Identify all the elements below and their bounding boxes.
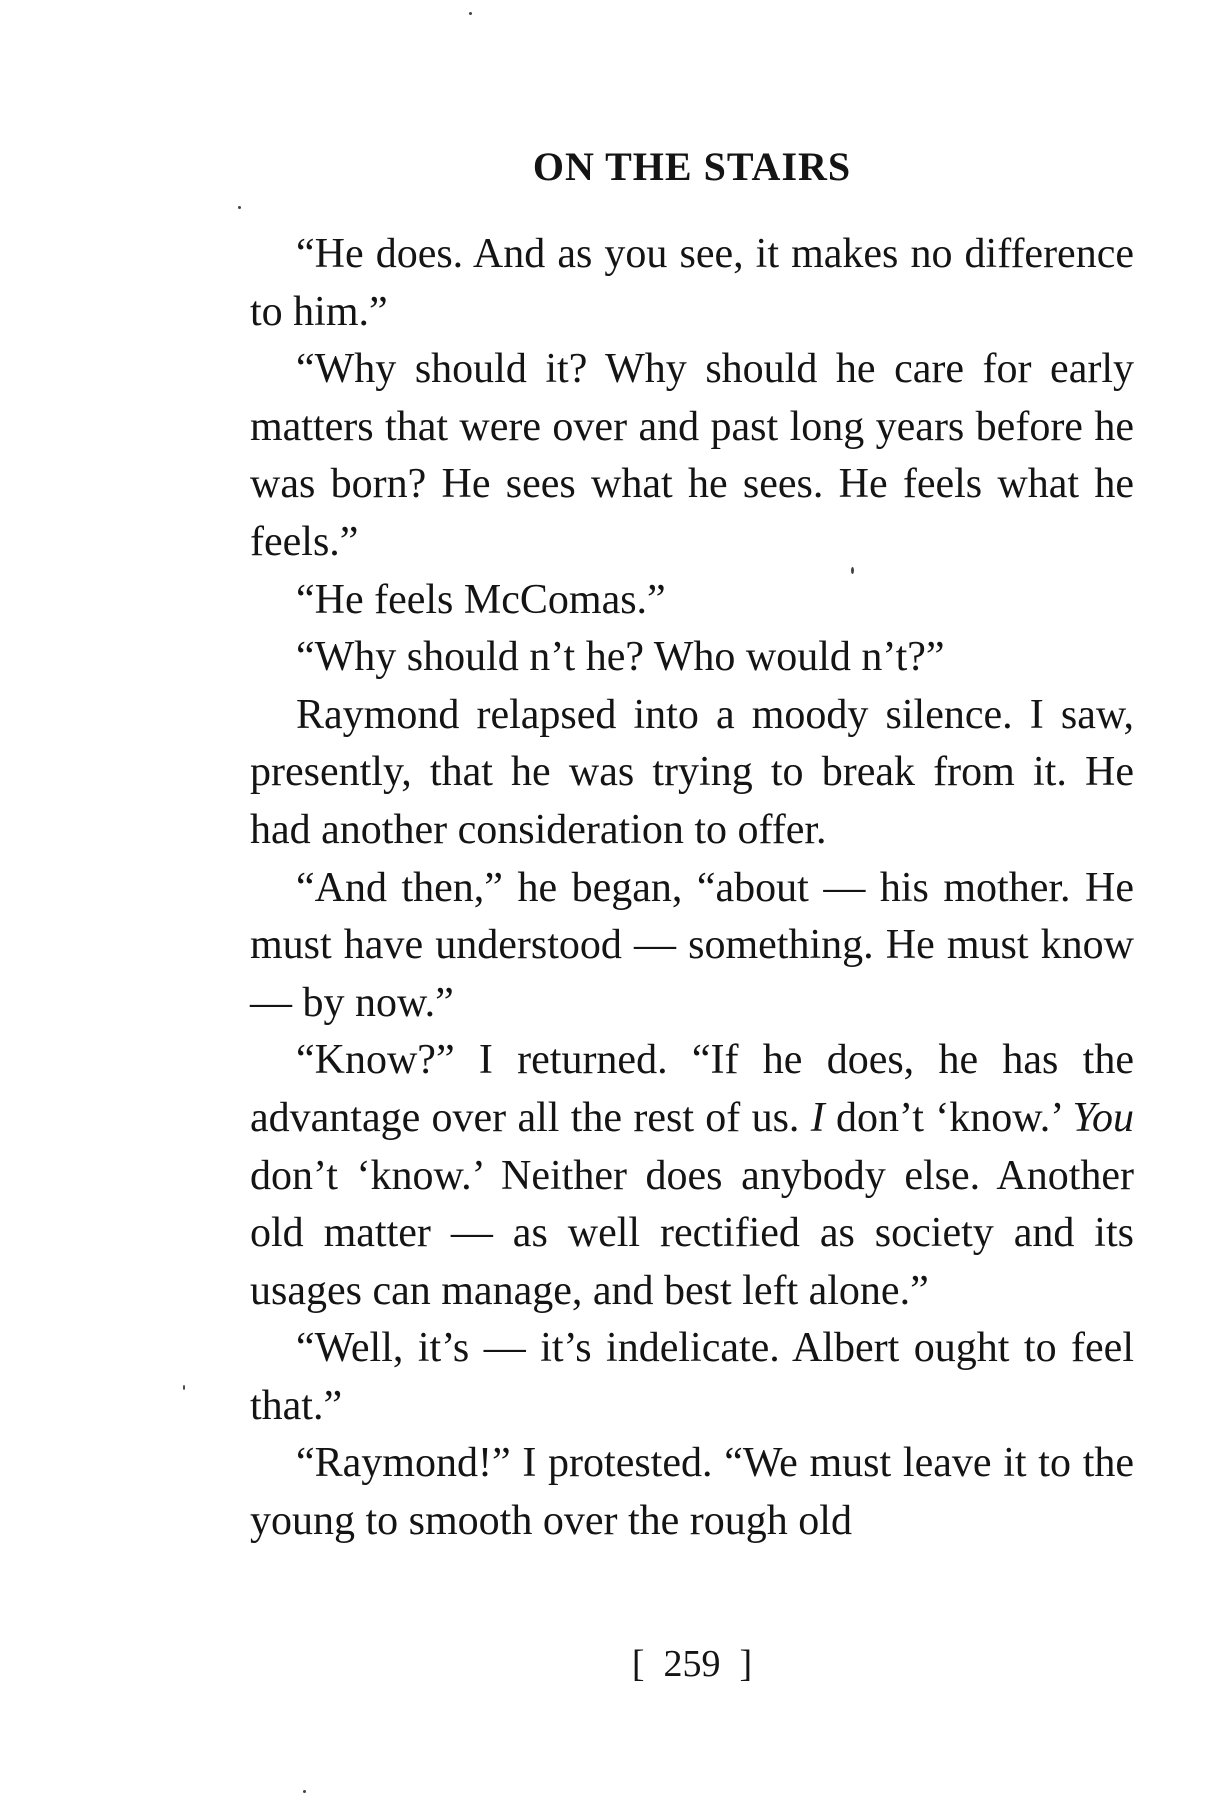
paragraph-1: “He does. And as you see, it makes no difference to him.” [250,231,1134,335]
print-speck [851,567,854,574]
paragraph-3: “He feels McComas.” [296,576,666,623]
running-head: ON THE STAIRS [532,144,852,189]
paragraph-9: “Raymond!” I protested. “We must leave it to the young to smooth over the rough old [250,1440,1134,1545]
page-number: [ 259 ] [631,1643,753,1685]
paragraph-7-before: “Know?” I returned. “If he does, he has the advantage over all the rest of us. [250,1037,1134,1141]
print-speck [238,206,241,209]
paragraph-7-italic-you: You [1072,1094,1134,1141]
paragraph-6: “And then,” he began, “about — his mother. He must have understood — something. He must know — by now.” [250,864,1134,1026]
print-speck [469,12,472,15]
paragraph-4: “Why should n’t he? Who would n’t?” [296,634,945,681]
paragraph-8: “Well, it’s — it’s indelicate. Albert ought to feel that.” [250,1325,1134,1429]
body-text [250,226,1134,1551]
paragraph-2: “Why should it? Why should he care for early matters that were over and past long years before he was born? He sees what he sees. He feels what he feels.” [250,346,1134,565]
paragraph-7-after: don’t ‘know.’ Neither does anybody else. Another old matter — as well rectified as society and its usages can manage, and best left alone.” [250,1152,1134,1314]
paragraph-7 [250,1032,1134,1320]
paragraph-5: Raymond relapsed into a moody silence. I saw, presently, that he was trying to break from it. He had another consideration to offer. [250,691,1134,853]
print-speck [183,1385,185,1390]
paragraph-7-italic-i: I [810,1094,825,1141]
paragraph-7-middle: don’t ‘know.’ [824,1094,1073,1141]
print-speck [303,1790,306,1793]
